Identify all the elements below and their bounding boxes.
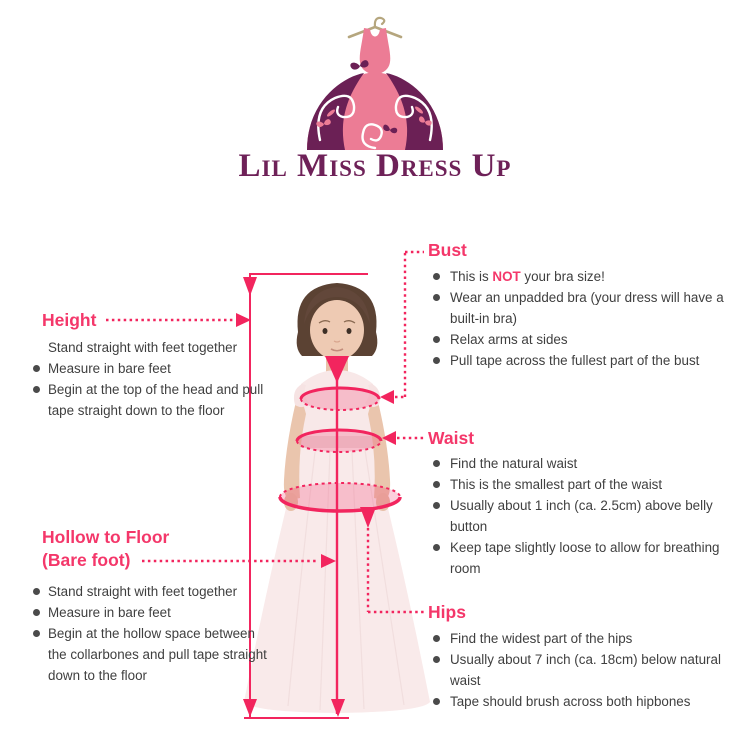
list-item	[428, 691, 730, 712]
list-item	[428, 649, 730, 691]
list-item	[33, 581, 275, 602]
arrow-down-icon	[243, 699, 257, 717]
bullet-dot	[433, 502, 440, 509]
bust-title: Bust	[428, 240, 467, 260]
list-item	[33, 358, 275, 379]
bullet-dot	[33, 588, 40, 595]
bullet-dot	[433, 357, 440, 364]
bullet-dot	[433, 336, 440, 343]
emphasized-text: NOT	[492, 269, 521, 284]
text-fragment: your bra size!	[520, 269, 605, 284]
list-item	[428, 350, 730, 371]
height-section	[33, 310, 275, 421]
brand-title: Lil Miss Dress Up	[238, 148, 512, 184]
list-item	[33, 602, 275, 623]
list-item	[428, 537, 730, 579]
bullet-dot	[433, 460, 440, 467]
list-item-text: Begin at the top of the head and pull tape straight down to the floor	[48, 382, 264, 418]
bullet-dot	[433, 294, 440, 301]
height-title: Height	[42, 310, 97, 330]
bullet-dot	[433, 656, 440, 663]
list-item	[428, 453, 730, 474]
list-item-text	[450, 266, 605, 287]
list-item-text: Find the widest part of the hips	[450, 631, 633, 646]
list-item-text: Find the natural waist	[450, 456, 578, 471]
list-item-text: This is the smallest part of the waist	[450, 477, 663, 492]
list-item	[428, 266, 730, 287]
list-item	[428, 628, 730, 649]
bullet-dot	[433, 273, 440, 280]
hollow-to-floor-section	[33, 526, 275, 686]
list-item-text: Pull tape across the fullest part of the bust	[450, 353, 700, 368]
hollow-title-line1: Hollow to Floor	[42, 527, 170, 547]
hollow-title-line2: (Bare foot)	[42, 550, 131, 570]
list-item-text: Relax arms at sides	[450, 332, 568, 347]
list-item-text: Begin at the hollow space between the collarbones and pull tape straight down to the floor	[48, 626, 267, 683]
list-item-text: Keep tape slightly loose to allow for breathing room	[450, 540, 720, 576]
list-item	[428, 474, 730, 495]
waist-section	[428, 428, 730, 579]
list-item	[428, 287, 730, 329]
arrow-left-icon	[380, 390, 394, 404]
bullet-dot	[33, 386, 40, 393]
bust-section	[428, 240, 730, 371]
bullet-dot	[33, 630, 40, 637]
waist-title: Waist	[428, 428, 475, 448]
list-item	[428, 495, 730, 537]
list-item	[33, 337, 275, 358]
list-item	[33, 623, 275, 686]
list-item	[428, 329, 730, 350]
list-item	[33, 379, 275, 421]
list-item-text: Stand straight with feet together	[48, 584, 238, 599]
bullet-dot	[433, 635, 440, 642]
list-item-text: Usually about 7 inch (ca. 18cm) below natural waist	[450, 652, 721, 688]
bullet-dot	[433, 698, 440, 705]
text-fragment: This is	[450, 269, 493, 284]
arrow-down-icon	[243, 277, 257, 296]
hips-section	[428, 602, 730, 712]
bullet-dot	[33, 365, 40, 372]
list-item-text: Measure in bare feet	[48, 361, 171, 376]
list-item-text: Tape should brush across both hipbones	[450, 694, 691, 709]
bullet-dot	[433, 481, 440, 488]
bullet-dot	[433, 544, 440, 551]
list-item-text: Measure in bare feet	[48, 605, 171, 620]
list-item-text: Stand straight with feet together	[48, 340, 238, 355]
bullet-dot	[33, 609, 40, 616]
list-item-text: Wear an unpadded bra (your dress will have a built-in bra)	[450, 290, 724, 326]
hips-title: Hips	[428, 602, 466, 622]
list-item-text: Usually about 1 inch (ca. 2.5cm) above belly button	[450, 498, 713, 534]
